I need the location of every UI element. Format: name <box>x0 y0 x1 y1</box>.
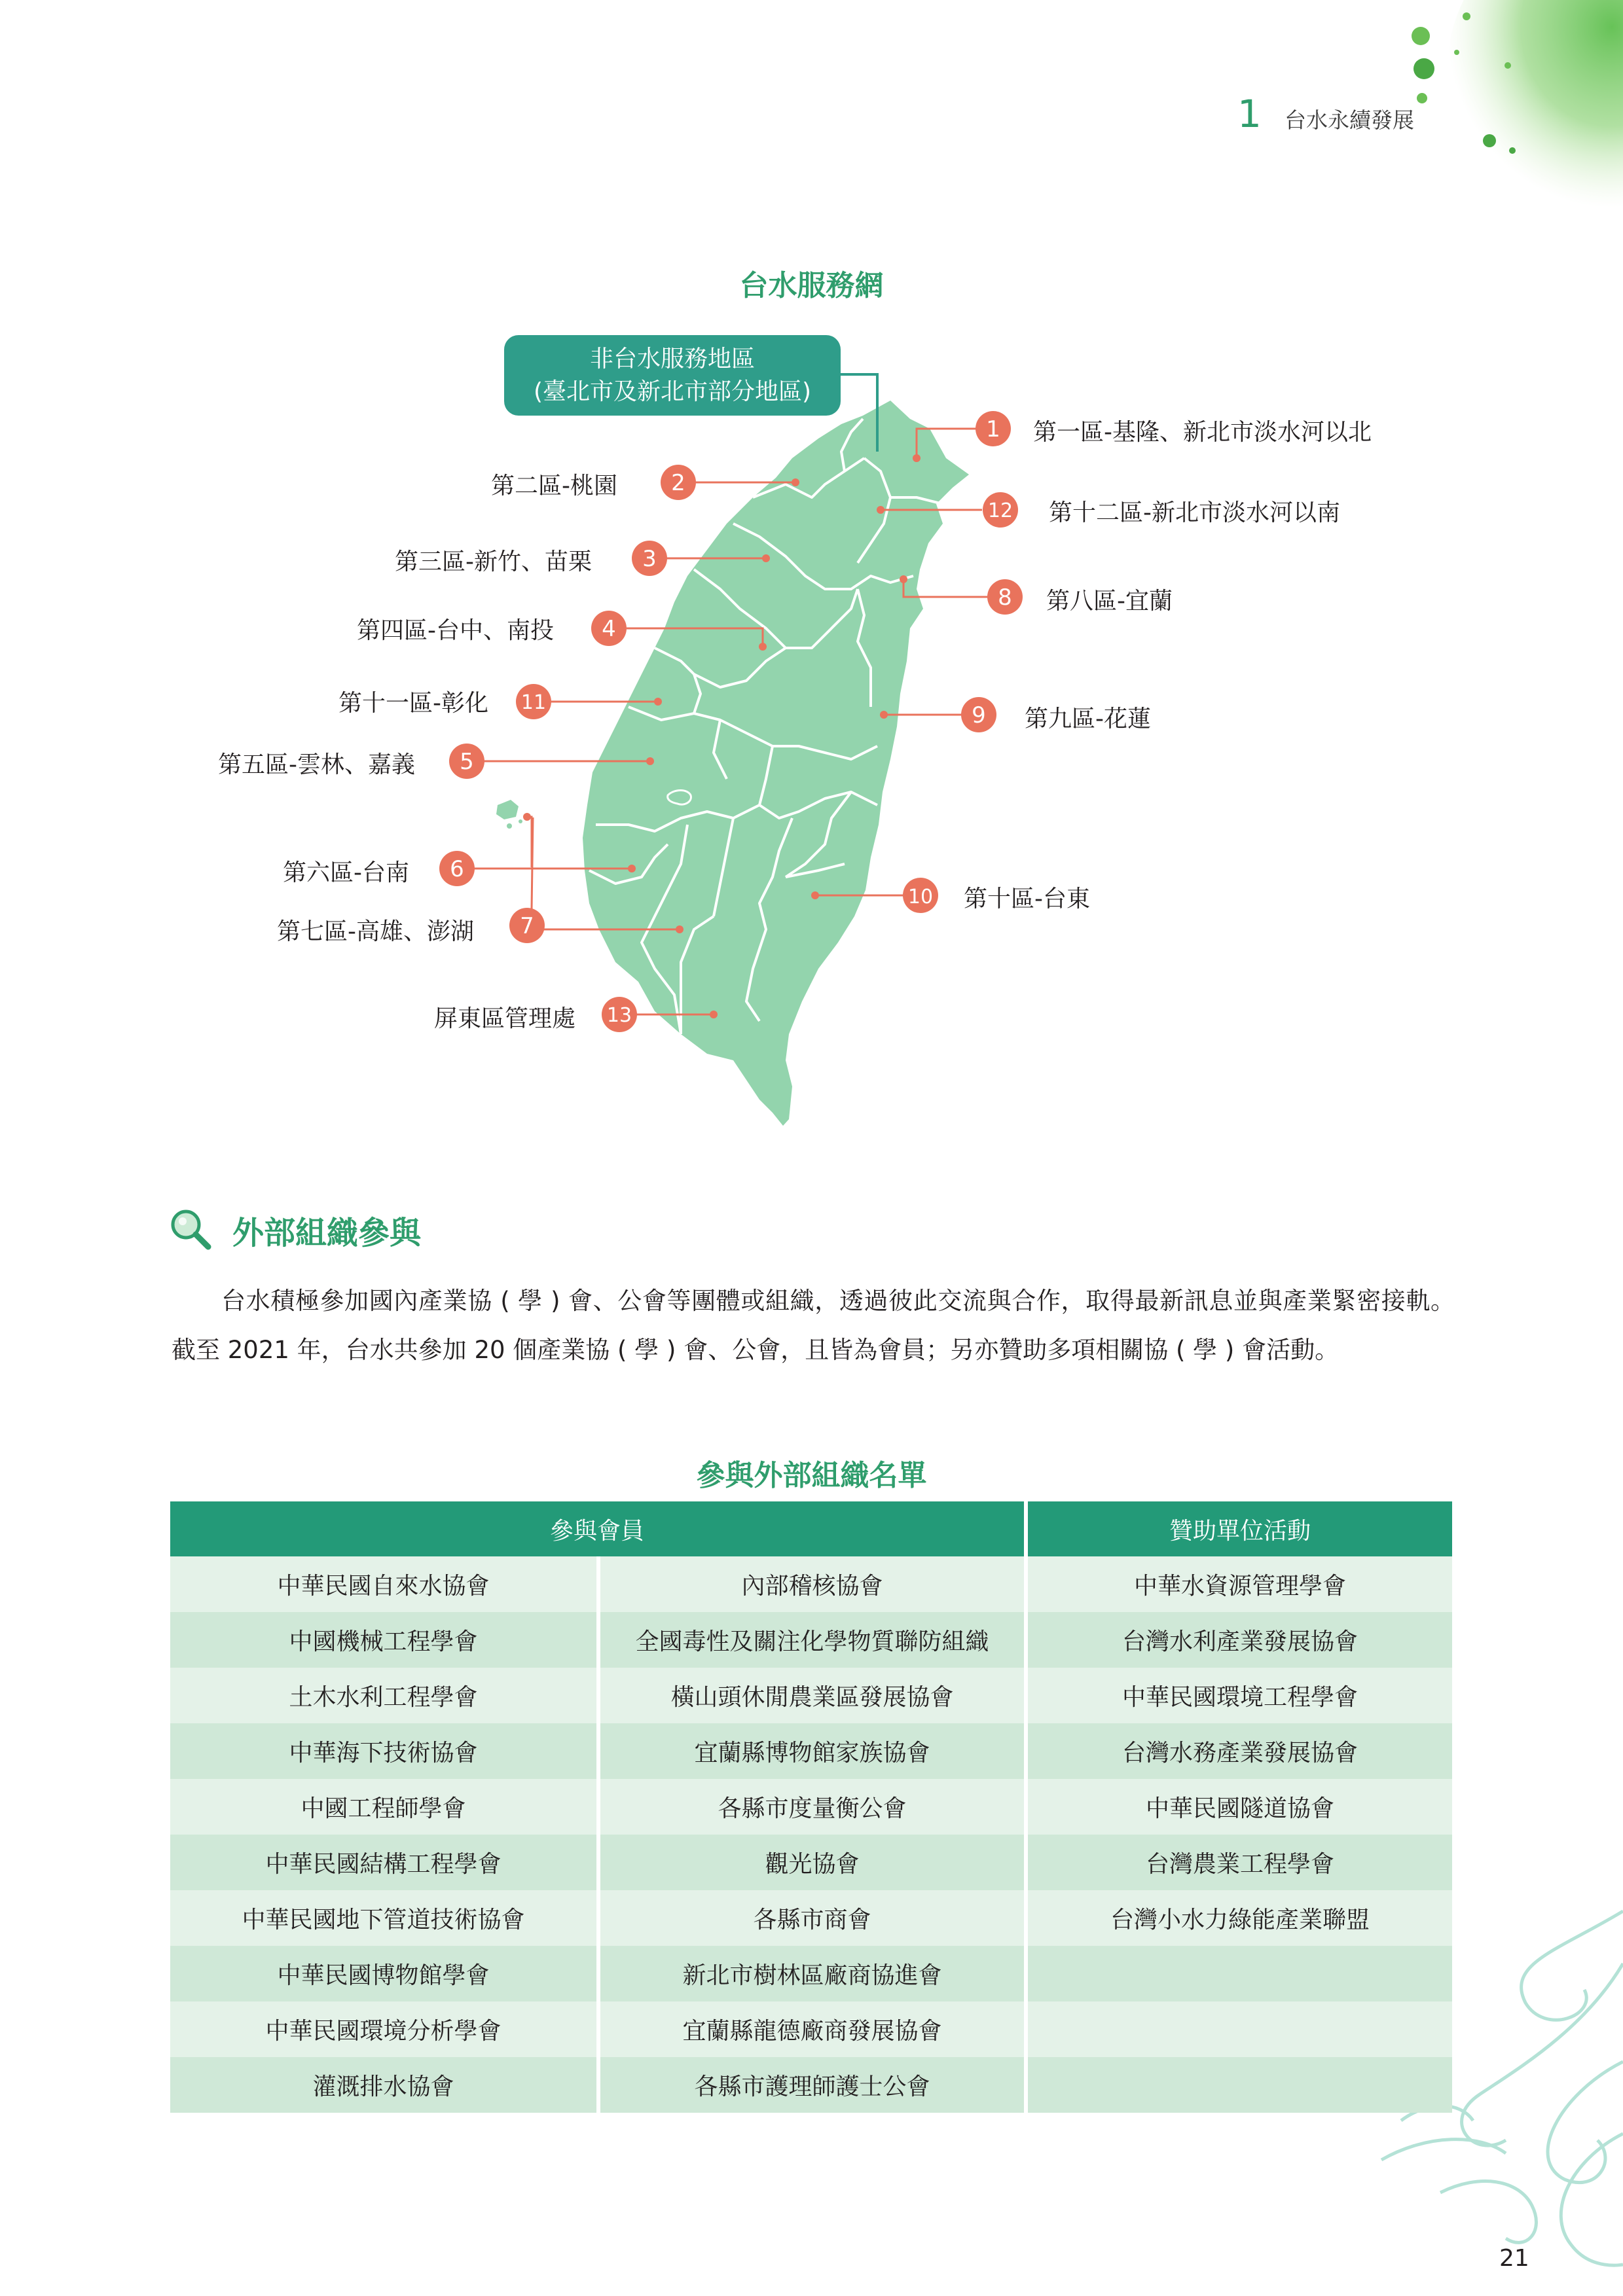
sponsor-cell: 台灣水利產業發展協會 <box>1028 1612 1452 1668</box>
table-row <box>170 1946 1452 2001</box>
svg-text:4: 4 <box>602 616 616 642</box>
member-cell: 各縣市護理師護士公會 <box>600 2057 1028 2113</box>
region-marker-9 <box>961 697 996 732</box>
svg-text:13: 13 <box>606 1004 632 1027</box>
member-cell: 橫山頭休閒農業區發展協會 <box>600 1668 1028 1723</box>
svg-text:1: 1 <box>986 416 1000 442</box>
region-marker-11 <box>516 684 551 719</box>
callout-line-1: 非台水服務地區 <box>589 345 755 372</box>
region-marker-10 <box>903 878 938 913</box>
svg-text:8: 8 <box>998 584 1012 611</box>
svg-text:7: 7 <box>520 913 534 939</box>
sponsor-cell: 台灣水務產業發展協會 <box>1028 1723 1452 1779</box>
member-cell: 中華海下技術協會 <box>170 1723 600 1779</box>
member-cell: 中華民國博物館學會 <box>170 1946 600 2001</box>
sponsor-cell: 中華水資源管理學會 <box>1028 1556 1452 1612</box>
table-row <box>170 1723 1452 1779</box>
map-title: 台水服務網 <box>739 269 884 302</box>
sponsor-cell: 台灣小水力綠能產業聯盟 <box>1028 1890 1452 1946</box>
svg-text:3: 3 <box>642 546 657 572</box>
member-cell: 宜蘭縣龍德廠商發展協會 <box>600 2001 1028 2057</box>
table-row <box>170 1890 1452 1946</box>
region-marker-5 <box>449 744 484 779</box>
svg-text:11: 11 <box>520 691 547 714</box>
table-row <box>170 2001 1452 2057</box>
region-marker-3 <box>632 541 667 576</box>
region-label-12: 第十二區-新北市淡水河以南 <box>1049 499 1340 526</box>
chapter-number: 1 <box>1237 92 1262 136</box>
member-cell: 中國工程師學會 <box>170 1779 600 1835</box>
region-marker-13 <box>602 997 637 1032</box>
svg-text:10: 10 <box>907 886 934 908</box>
region-label-4: 第四區-台中、南投 <box>357 617 554 644</box>
member-cell: 中華民國結構工程學會 <box>170 1835 600 1890</box>
organization-table <box>170 1501 1452 2113</box>
member-cell: 土木水利工程學會 <box>170 1668 600 1723</box>
region-label-9: 第九區-花蓮 <box>1025 706 1151 732</box>
table-title: 參與外部組織名單 <box>696 1459 927 1492</box>
svg-text:6: 6 <box>450 856 464 882</box>
member-cell: 內部稽核協會 <box>600 1556 1028 1612</box>
region-marker-1 <box>976 411 1011 446</box>
region-label-5: 第五區-雲林、嘉義 <box>218 751 415 778</box>
region-marker-12 <box>983 492 1018 528</box>
region-label-1: 第一區-基隆、新北市淡水河以北 <box>1033 419 1372 446</box>
region-marker-2 <box>661 465 696 500</box>
member-cell: 中華民國地下管道技術協會 <box>170 1890 600 1946</box>
svg-text:12: 12 <box>987 499 1013 522</box>
intro-paragraph-text: 台水積極參加國內產業協 ( 學 ) 會、公會等團體或組織，透過彼此交流與合作，取得最新訊息並與產業緊密接軌。截至 2021 年，台水共參加 20 個產業協 ( 學 ) 會、公會，且皆為會員；另亦贊助多項相關協 ( 學 ) 會活動。 <box>172 1287 1455 1364</box>
chapter-title: 台水永續發展 <box>1285 107 1414 133</box>
region-label-10: 第十區-台東 <box>964 886 1090 912</box>
intro-paragraph <box>172 1276 1455 1374</box>
region-label-13: 屏東區管理處 <box>434 1005 576 1032</box>
region-label-3: 第三區-新竹、苗栗 <box>395 548 592 575</box>
non-service-area-callout <box>504 335 841 416</box>
member-cell: 各縣市商會 <box>600 1890 1028 1946</box>
member-cell: 中國機械工程學會 <box>170 1612 600 1668</box>
section-heading: 外部組織參與 <box>232 1215 422 1251</box>
table-row <box>170 2057 1452 2113</box>
region-label-2: 第二區-桃園 <box>491 473 617 499</box>
region-marker-7 <box>509 908 545 943</box>
member-cell: 中華民國環境分析學會 <box>170 2001 600 2057</box>
sponsor-cell <box>1028 2057 1452 2113</box>
member-cell: 中華民國自來水協會 <box>170 1556 600 1612</box>
member-cell: 宜蘭縣博物館家族協會 <box>600 1723 1028 1779</box>
region-label-7: 第七區-高雄、澎湖 <box>277 918 474 945</box>
sponsor-cell <box>1028 2001 1452 2057</box>
svg-text:9: 9 <box>972 702 986 728</box>
table-row <box>170 1835 1452 1890</box>
table-row <box>170 1779 1452 1835</box>
region-label-8: 第八區-宜蘭 <box>1046 588 1173 615</box>
member-cell: 全國毒性及關注化學物質聯防組織 <box>600 1612 1028 1668</box>
sponsor-cell <box>1028 1946 1452 2001</box>
region-label-11: 第十一區-彰化 <box>338 690 488 717</box>
header-sponsor: 贊助單位活動 <box>1028 1501 1452 1556</box>
callout-line-2: (臺北市及新北市部分地區) <box>533 378 812 405</box>
sponsor-cell: 中華民國隧道協會 <box>1028 1779 1452 1835</box>
region-label-6: 第六區-台南 <box>283 859 409 886</box>
region-marker-8 <box>987 579 1023 615</box>
page-number: 21 <box>1499 2245 1529 2272</box>
region-marker-4 <box>591 611 627 646</box>
member-cell: 各縣市度量衡公會 <box>600 1779 1028 1835</box>
svg-text:5: 5 <box>460 749 474 775</box>
table-row <box>170 1556 1452 1612</box>
table-row <box>170 1612 1452 1668</box>
magnifier-icon <box>169 1208 212 1251</box>
sponsor-cell: 台灣農業工程學會 <box>1028 1835 1452 1890</box>
region-marker-6 <box>439 851 475 886</box>
table-row <box>170 1668 1452 1723</box>
sponsor-cell: 中華民國環境工程學會 <box>1028 1668 1452 1723</box>
member-cell: 觀光協會 <box>600 1835 1028 1890</box>
member-cell: 灌溉排水協會 <box>170 2057 600 2113</box>
member-cell: 新北市樹林區廠商協進會 <box>600 1946 1028 2001</box>
svg-text:2: 2 <box>671 470 685 496</box>
header-members: 參與會員 <box>170 1501 1028 1556</box>
